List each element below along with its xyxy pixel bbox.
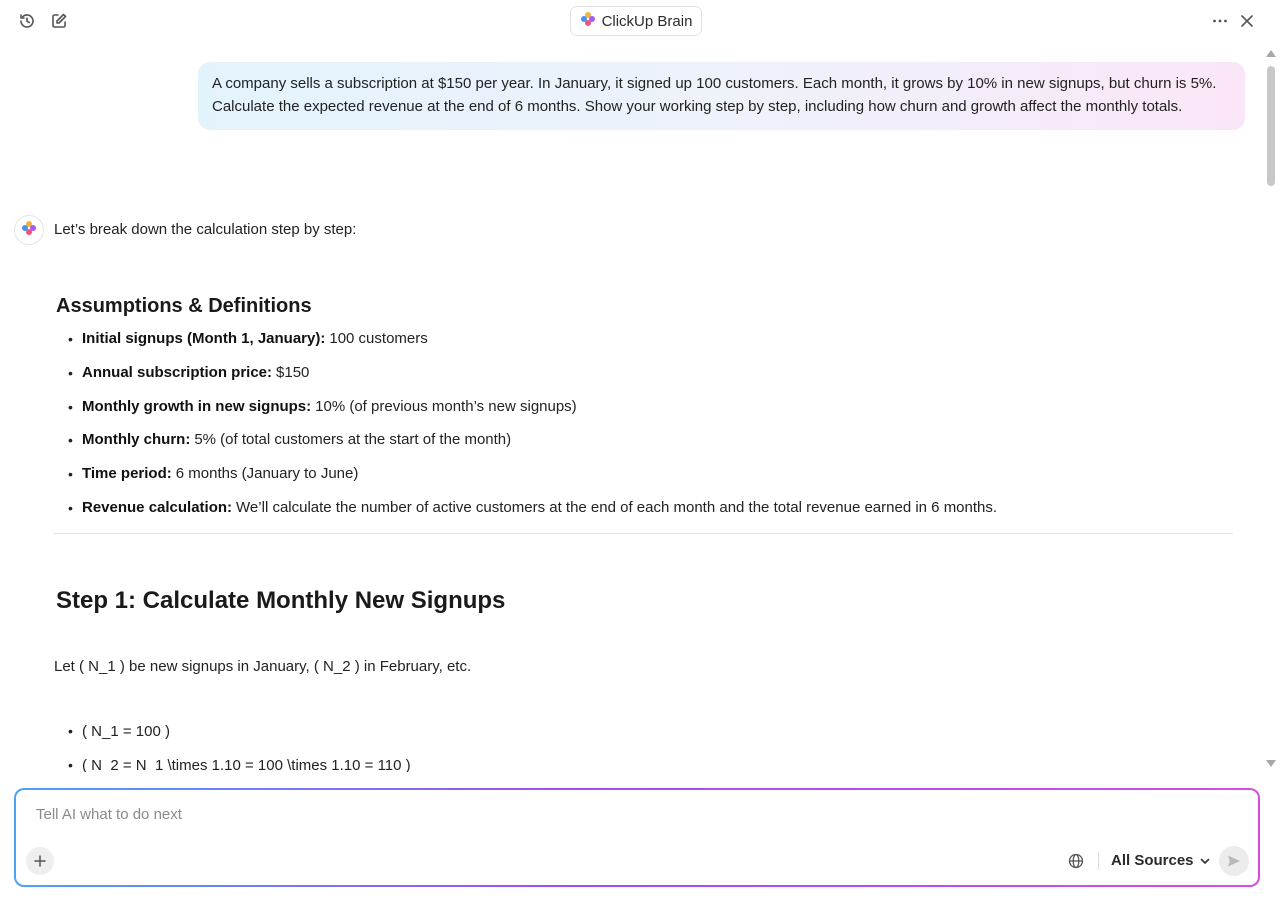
formula-text: ( N_2 = N_1 \times 1.10 = 100 \times 1.10 = 110 ) xyxy=(82,757,411,772)
more-horizontal-icon[interactable] xyxy=(1208,9,1232,33)
bullet-icon: • xyxy=(68,331,73,347)
compose-icon[interactable] xyxy=(47,9,71,33)
section-divider xyxy=(54,533,1233,534)
user-message-bubble: A company sells a subscription at $150 per year. In January, it signed up 100 customers. Each month, it grows by 10% in new signups, but churn is 5%. Calculate the expected revenue at the end of 6 months. Show your working step by step, including how churn and growth affect the monthly totals. xyxy=(198,62,1245,130)
ai-intro-text: Let’s break down the calculation step by step: xyxy=(54,221,357,238)
prompt-input[interactable] xyxy=(36,806,1216,823)
bullet-icon: • xyxy=(68,432,73,449)
brain-title-pill[interactable] xyxy=(570,6,702,36)
plus-icon xyxy=(34,855,46,867)
ai-avatar xyxy=(14,215,44,245)
conversation-scroll-area[interactable] xyxy=(0,44,1264,772)
list-item xyxy=(68,499,997,533)
assumption-label: Annual subscription price: xyxy=(82,363,273,381)
list-item xyxy=(68,757,411,772)
list-item xyxy=(68,723,411,757)
bullet-icon: • xyxy=(68,398,73,415)
history-icon[interactable] xyxy=(15,9,39,33)
assumption-label: Monthly growth in new signups: xyxy=(82,397,312,415)
clickup-brain-logo-icon xyxy=(21,220,37,241)
scrollbar-thumb[interactable] xyxy=(1267,66,1275,186)
step1-intro-text: Let ( N_1 ) be new signups in January, ( N_2 ) in February, etc. xyxy=(54,658,472,675)
close-icon[interactable] xyxy=(1235,9,1259,33)
bullet-icon: • xyxy=(68,723,73,739)
assumption-value: $150 xyxy=(276,363,310,381)
composer xyxy=(14,788,1260,887)
list-item xyxy=(68,465,997,499)
globe-icon[interactable] xyxy=(1068,853,1084,869)
assumption-value: We’ll calculate the number of active customers at the end of each month and the total revenue earned in 6 months. xyxy=(236,498,998,516)
assumption-value: 6 months (January to June) xyxy=(175,465,359,483)
step1-formula-list xyxy=(68,723,411,772)
list-item xyxy=(68,431,997,465)
add-attachment-button[interactable] xyxy=(26,847,54,875)
app-title: ClickUp Brain xyxy=(601,12,693,30)
send-icon xyxy=(1226,853,1242,869)
bullet-icon: • xyxy=(68,466,73,483)
assumption-value: 10% (of previous month’s new signups) xyxy=(315,397,577,415)
clickup-brain-logo-icon xyxy=(580,11,596,31)
assumptions-heading: Assumptions & Definitions xyxy=(56,295,312,317)
composer-inner xyxy=(16,790,1258,885)
assumptions-list xyxy=(68,330,997,533)
top-bar xyxy=(0,0,1280,44)
scroll-down-arrow-icon[interactable] xyxy=(1266,760,1276,767)
assumption-label: Monthly churn: xyxy=(82,431,191,449)
assumption-value: 100 customers xyxy=(329,330,428,347)
list-item xyxy=(68,398,997,432)
scroll-up-arrow-icon[interactable] xyxy=(1266,50,1276,57)
assumption-value: 5% (of total customers at the start of the month) xyxy=(194,431,512,449)
send-button[interactable] xyxy=(1219,846,1249,876)
chevron-down-icon xyxy=(1199,855,1211,867)
scrollbar[interactable] xyxy=(1264,50,1278,770)
step1-heading: Step 1: Calculate Monthly New Signups xyxy=(56,587,506,614)
assumption-label: Revenue calculation: xyxy=(82,498,233,516)
bullet-icon: • xyxy=(68,364,73,381)
assumption-label: Time period: xyxy=(82,465,172,483)
list-item xyxy=(68,364,997,398)
sources-dropdown[interactable] xyxy=(1111,852,1211,869)
sources-label: All Sources xyxy=(1111,852,1194,869)
bullet-icon: • xyxy=(68,499,73,516)
formula-text: ( N_1 = 100 ) xyxy=(82,723,170,740)
toolbar-separator xyxy=(1098,852,1099,870)
assumption-label: Initial signups (Month 1, January): xyxy=(82,330,326,347)
list-item xyxy=(68,330,997,364)
bullet-icon: • xyxy=(68,757,73,772)
